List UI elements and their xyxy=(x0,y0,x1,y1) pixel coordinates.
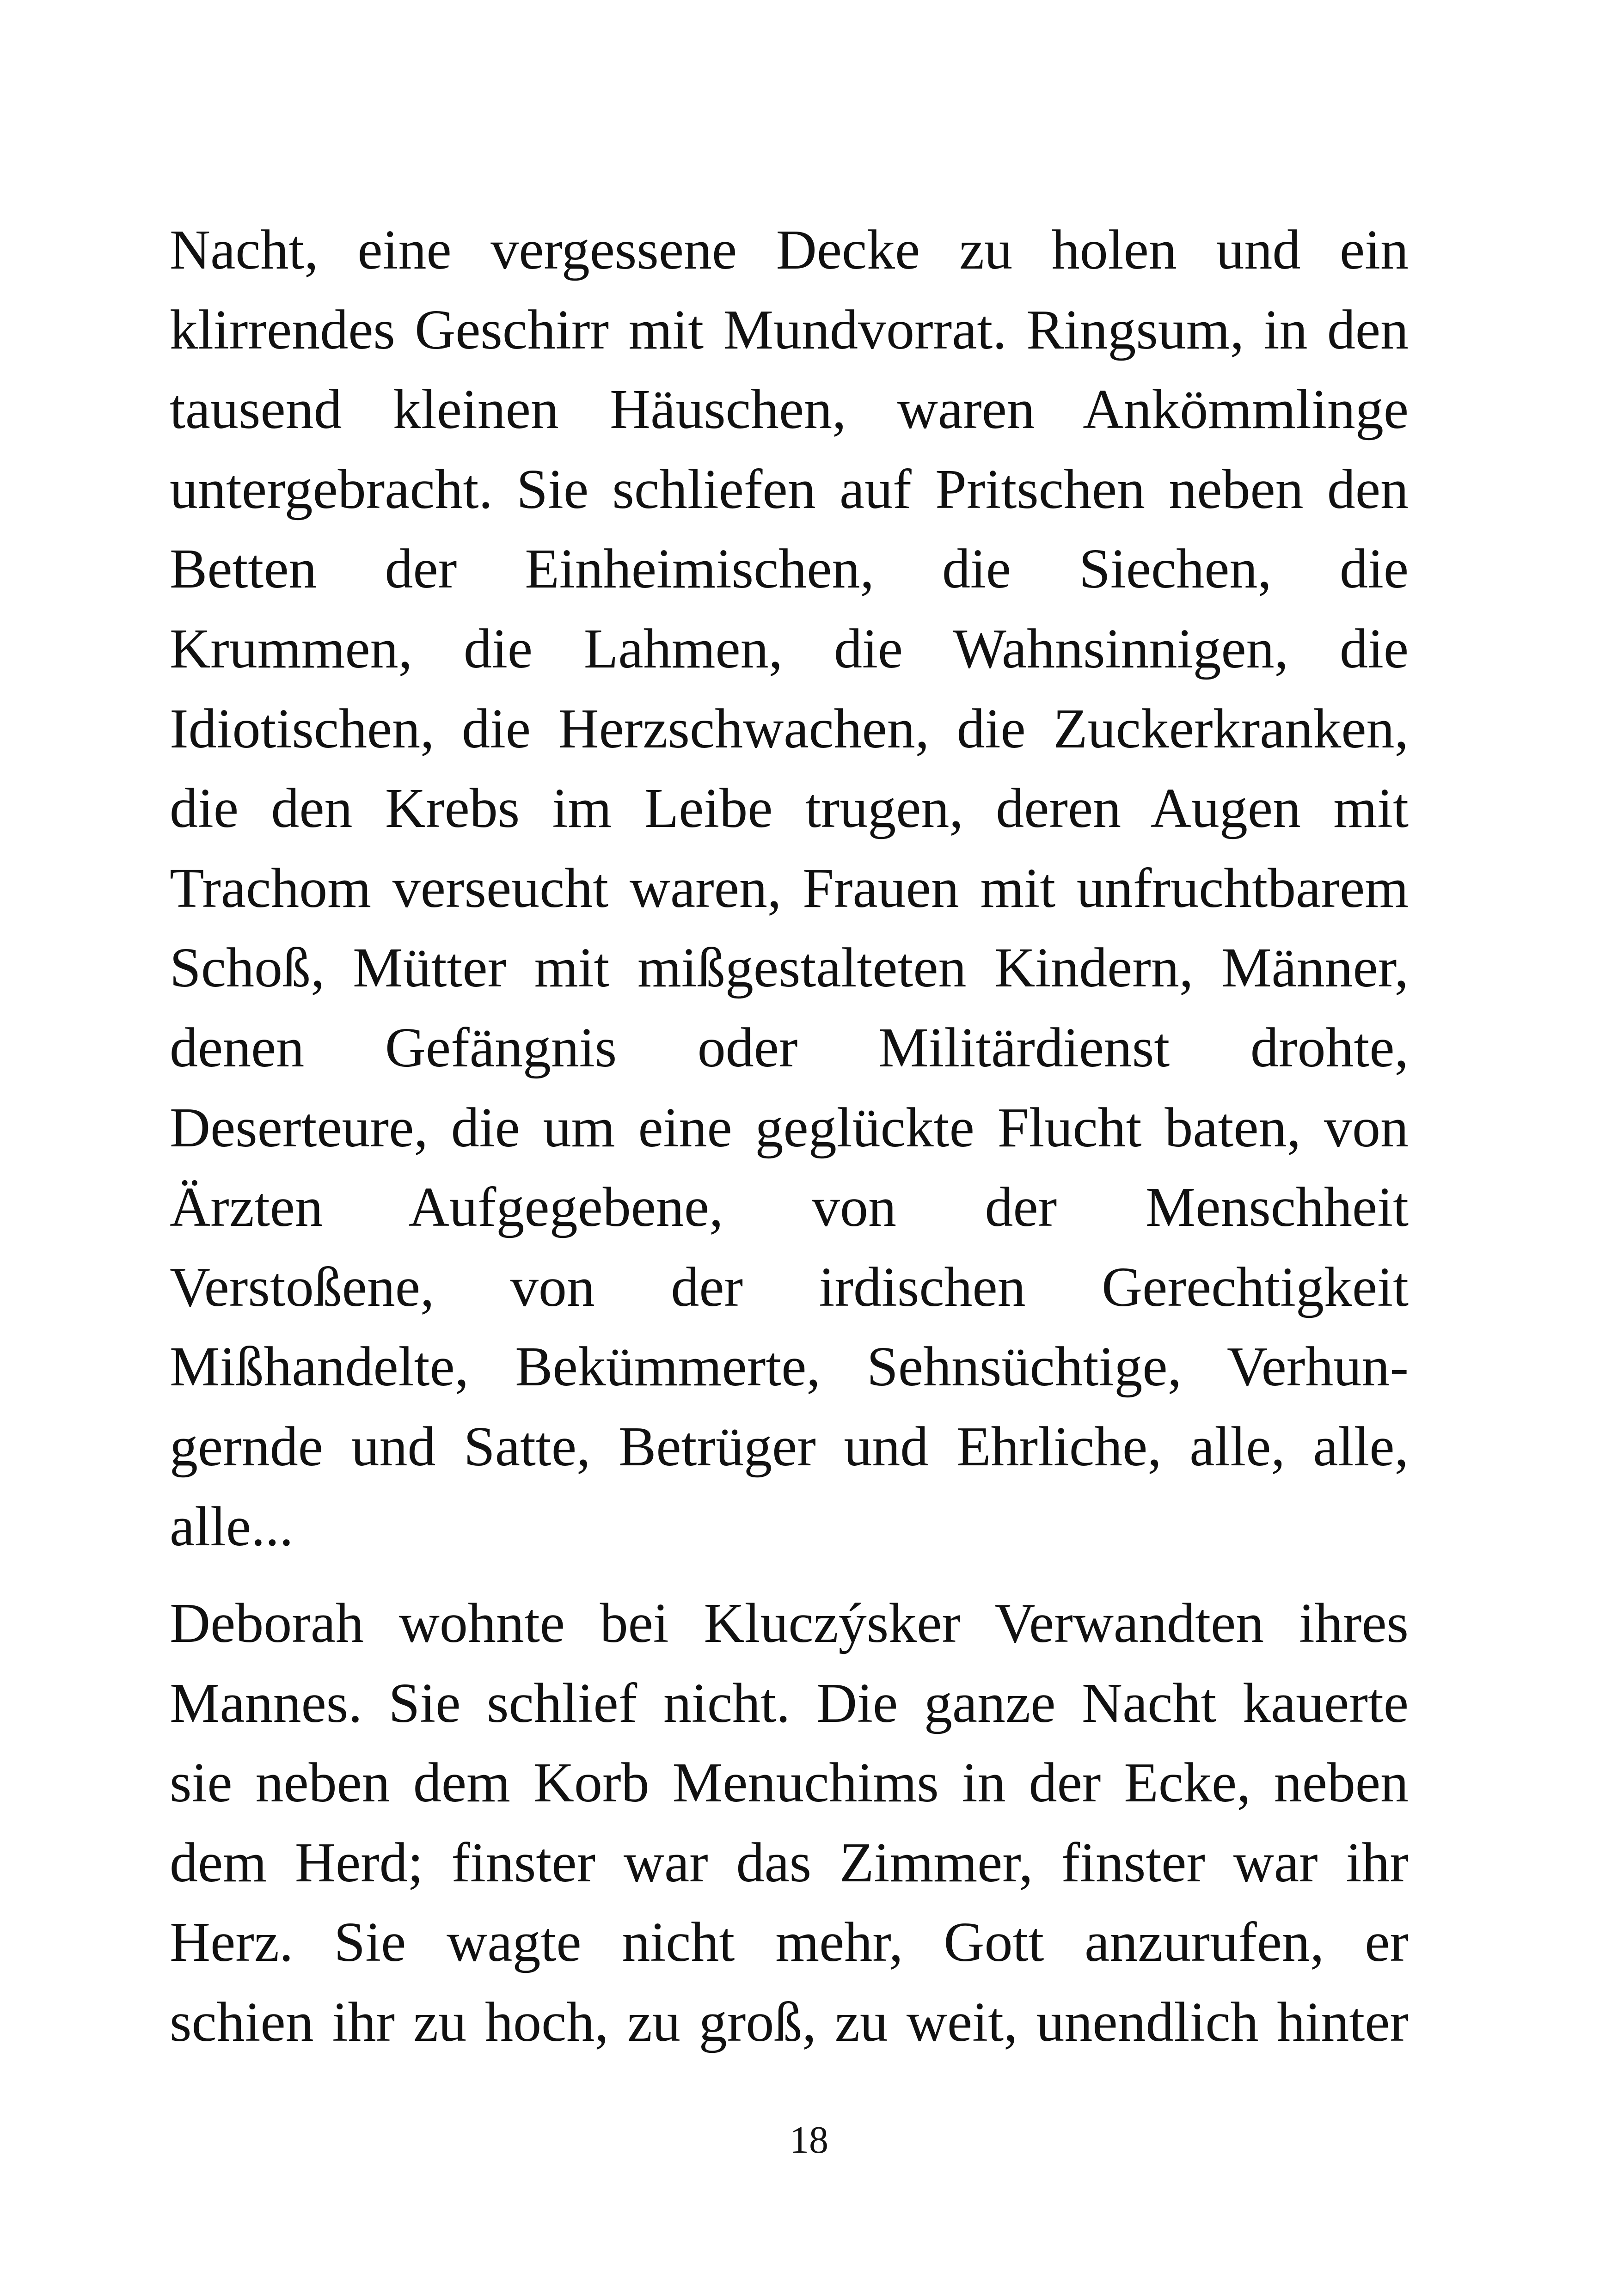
text-line: Deborah wohnte bei Kluczýsker Verwandten ihres xyxy=(170,1592,1409,1654)
text-line: alle... xyxy=(170,1495,294,1558)
paragraph-2 xyxy=(170,1584,1409,2063)
text-line: Herz. Sie wagte nicht mehr, Gott anzurufen, er xyxy=(170,1911,1409,1974)
text-line: Verstoßene, von der irdischen Gerechtigkeit xyxy=(170,1255,1409,1318)
text-line: dem Herd; finster war das Zimmer, finster war ihr xyxy=(170,1831,1409,1894)
text-line: untergebracht. Sie schliefen auf Pritschen neben den xyxy=(170,458,1409,520)
text-line: sie neben dem Korb Menuchims in der Ecke, neben xyxy=(170,1751,1409,1814)
text-line: die den Krebs im Leibe trugen, deren Augen mit xyxy=(170,777,1409,840)
text-line: Deserteure, die um eine geglückte Flucht baten, von xyxy=(170,1096,1409,1159)
text-line: schien ihr zu hoch, zu groß, zu weit, unendlich hinter xyxy=(170,1990,1409,2053)
text-line: Betten der Einheimischen, die Siechen, die xyxy=(170,538,1409,600)
text-line: klirrendes Geschirr mit Mundvorrat. Ringsum, in den xyxy=(170,298,1409,361)
text-line: gernde und Satte, Betrüger und Ehrliche, alle, alle, xyxy=(170,1415,1409,1478)
text-line: Krummen, die Lahmen, die Wahnsinnigen, die xyxy=(170,617,1409,680)
text-line: denen Gefängnis oder Militärdienst drohte, xyxy=(170,1016,1409,1079)
text-line: Ärzten Aufgegebene, von der Menschheit xyxy=(170,1176,1409,1239)
text-line: Schoß, Mütter mit mißgestalteten Kindern, Männer, xyxy=(170,937,1409,999)
text-line: Nacht, eine vergessene Decke zu holen und ein xyxy=(170,219,1409,281)
text-line: Mißhandelte, Bekümmerte, Sehnsüchtige, Verhun- xyxy=(170,1335,1409,1398)
text-line: tausend kleinen Häuschen, waren Ankömmlinge xyxy=(170,378,1409,441)
text-line: Mannes. Sie schlief nicht. Die ganze Nacht kauerte xyxy=(170,1671,1409,1734)
text-line: Trachom verseucht waren, Frauen mit unfruchtbarem xyxy=(170,857,1409,919)
text-line: Idiotischen, die Herzschwachen, die Zuckerkranken, xyxy=(170,697,1409,760)
page-number: 18 xyxy=(790,2118,828,2161)
paragraph-1 xyxy=(170,210,1409,1567)
